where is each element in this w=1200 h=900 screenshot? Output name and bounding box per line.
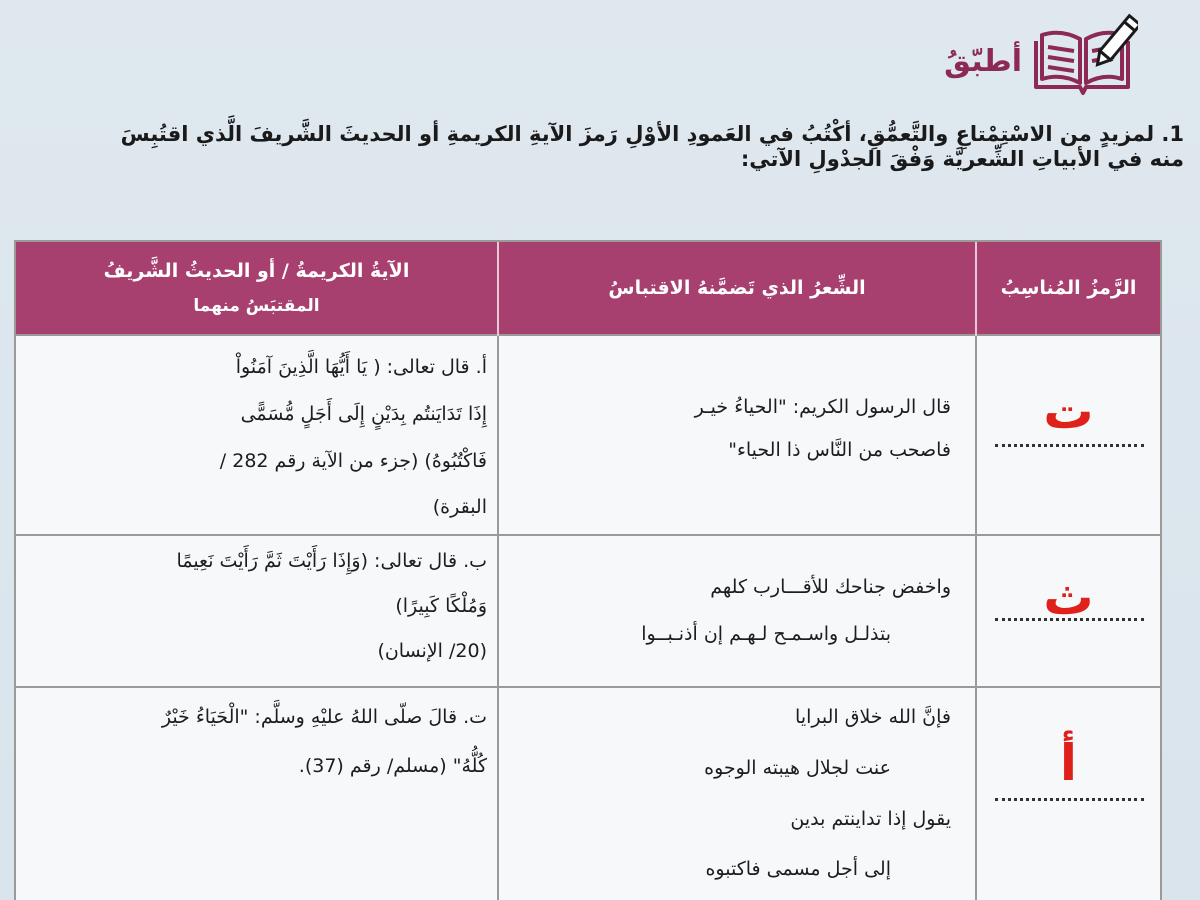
poem-cell [498,535,976,687]
instruction-line-2: منه في الأبياتِ الشِّعريَّة وَفْقَ الجدْولِ الآتي: [740,147,1184,172]
answer-dotted-line [995,444,1144,447]
header-symbol: الرَّمزُ المُناسِبُ [976,242,1160,335]
answer-dotted-line [995,618,1144,621]
verse-line: ت. قالَ صلّى اللهُ عليْهِ وسلَّم: "الْحَيَاءُ خَيْرٌ [161,706,487,728]
exercise-instruction [4,122,1184,172]
poem-line: فإنَّ الله خلاق البرايا [795,706,951,728]
verse-cell [16,335,498,535]
header-poem: الشِّعرُ الذي تَضمَّنهُ الاقتباسُ [498,242,976,335]
table-header-row [16,242,1160,335]
table-row [16,335,1160,535]
poem-line: بتذلـل واسـمـح لـهـم إن أذنـبــوا [641,622,891,645]
table-row [16,687,1160,900]
verse-line: كُلُّهُ" (مسلم/ رقم (37). [298,754,487,777]
verse-line: وَمُلْكًا كَبِيرًا) [395,594,487,617]
verse-line: البقرة) [432,496,487,519]
table-row [16,535,1160,687]
book-pencil-icon [1028,11,1138,101]
quotation-table [14,240,1162,900]
verse-cell [16,535,498,687]
verse-line: أ. قال تعالى: ( يَا أَيُّهَا الَّذِينَ آمَنُواْ [235,356,487,378]
verse-line: (20/ الإنسان) [377,639,487,662]
poem-line: واخفض جناحك للأقـــارب كلهم [710,576,951,598]
poem-line: يقول إذا تداينتم بدين [790,807,951,830]
section-header [944,8,1138,103]
header-verse-line-1: الآيةُ الكريمةُ / أو الحديثُ الشَّريفُ [103,260,410,282]
instruction-line-1: 1. لمزيدٍ من الاسْتِمْتاعِ والتَّعمُّقِ، أكْتُبُ في العَمودِ الأوْلِ رَمزَ الآيةِ الكريمةِ أو الحديثَ الشَّريفَ الَّذي اقتُبِسَ [120,122,1184,146]
section-title: أطبّقُ [944,44,1022,79]
poem-cell [498,335,976,535]
poem-line: قال الرسول الكريم: "الحياءُ خيـر [694,396,951,418]
verse-line: فَاكْتُبُوهُ) (جزء من الآية رقم 282 / [219,449,487,472]
poem-line: إلى أجل مسمى فاكتبوه [705,858,891,881]
symbol-answer: أ [1059,734,1078,792]
symbol-answer-cell[interactable] [976,687,1160,900]
symbol-answer-cell[interactable] [976,335,1160,535]
answer-dotted-line [995,798,1144,801]
verse-line: ب. قال تعالى: (وَإِذَا رَأَيْتَ ثَمَّ رَأَيْتَ نَعِيمًا [176,550,487,572]
symbol-answer: ت [1043,382,1094,440]
header-verse-line-2: المقتبَسُ منهما [193,296,320,316]
poem-cell [498,687,976,900]
verse-cell [16,687,498,900]
header-verse [16,242,498,335]
symbol-answer: ث [1043,568,1094,626]
symbol-answer-cell[interactable] [976,535,1160,687]
poem-line: فاصحب من النَّاس ذا الحياء" [728,438,951,461]
poem-line: عنت لجلال هيبته الوجوه [704,756,891,779]
verse-line: إِذَا تَدَايَنتُم بِدَيْنٍ إِلَى أَجَلٍ مُّسَمًّى [240,402,487,425]
